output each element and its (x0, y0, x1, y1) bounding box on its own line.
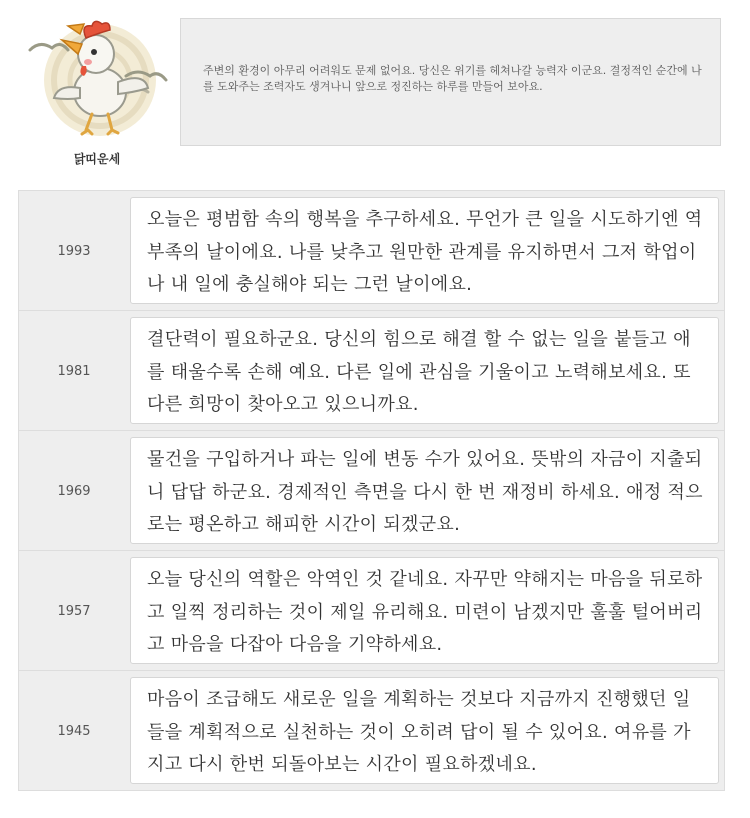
rooster-zodiac-logo (22, 8, 172, 166)
fortune-row (18, 551, 725, 671)
fortune-text: 마음이 조급해도 새로운 일을 계획하는 것보다 지금까지 진행했던 일들을 계획적으로 실천하는 것이 오히려 답이 될 수 있어요. 여유를 가지고 다시 한번 되돌아보는 시간이 필요하겠네요. (130, 677, 719, 784)
fortune-header (0, 0, 750, 170)
fortune-by-year-list (18, 190, 725, 791)
birth-year: 1969 (57, 483, 91, 499)
fortune-row (18, 191, 725, 311)
birth-year: 1957 (57, 603, 91, 619)
birth-year: 1993 (57, 243, 91, 259)
fortune-text: 오늘 당신의 역할은 악역인 것 같네요. 자꾸만 약해지는 마음을 뒤로하고 일찍 정리하는 것이 제일 유리해요. 미련이 남겠지만 훌훌 털어버리고 마음을 다잡아 다음을 기약하세요. (130, 557, 719, 664)
fortune-row (18, 431, 725, 551)
fortune-row (18, 671, 725, 791)
logo-label: 닭띠운세 (73, 152, 121, 166)
birth-year: 1981 (57, 363, 91, 379)
birth-year: 1945 (57, 723, 91, 739)
fortune-text: 결단력이 필요하군요. 당신의 힘으로 해결 할 수 없는 일을 붙들고 애를 태울수록 손해 예요. 다른 일에 관심을 기울이고 노력해보세요. 또 다른 희망이 찾아오고 있으니까요. (130, 317, 719, 424)
rooster-icon (22, 8, 172, 148)
fortune-text: 물건을 구입하거나 파는 일에 변동 수가 있어요. 뜻밖의 자금이 지출되니 답답 하군요. 경제적인 측면을 다시 한 번 재정비 하세요. 애정 적으로는 평온하고 해피한 시간이 되겠군요. (130, 437, 719, 544)
fortune-summary-box (180, 18, 721, 146)
fortune-row (18, 311, 725, 431)
fortune-text: 오늘은 평범함 속의 행복을 추구하세요. 무언가 큰 일을 시도하기엔 역부족의 날이에요. 나를 낮추고 원만한 관계를 유지하면서 그저 학업이나 내 일에 충실해야 되는 그런 날이에요. (130, 197, 719, 304)
fortune-summary-text: 주변의 환경이 아무리 어려워도 문제 없어요. 당신은 위기를 헤쳐나갈 능력자 이군요. 결정적인 순간에 나를 도와주는 조력자도 생겨나니 앞으로 정진하는 하루를 만들어 보아요. (203, 64, 702, 93)
